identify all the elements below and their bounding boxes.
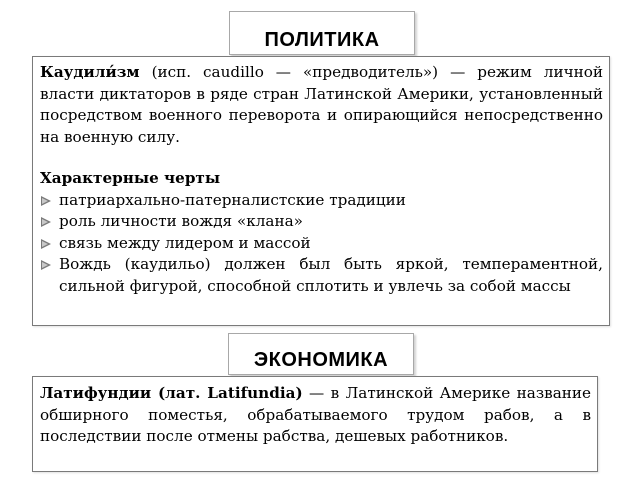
arrow-bullet-icon — [41, 260, 51, 270]
politics-heading-text: ПОЛИТИКА — [264, 29, 380, 51]
list-item-text: связь между лидером и массой — [59, 233, 311, 252]
arrow-bullet-icon — [41, 239, 51, 249]
list-item-text: патриархально-патерналистские традиции — [59, 190, 406, 209]
list-item-text: Вождь (каудильо) должен был быть яркой, темпераментной, сильной фигурой, способной сплотить и увлечь за собой массы — [59, 255, 603, 295]
caudillismo-definition-text: (исп. caudillo — «предводитель») — режим личной власти диктаторов в ряде стран Латинской Америки, установленный посредством военного переворота и опирающийся непосредственно на военную силу. — [40, 63, 603, 146]
features-title: Характерные черты — [40, 169, 221, 187]
list-item — [40, 211, 603, 233]
latifundia-term: Латифундии (лат. Latifundia) — [40, 384, 303, 402]
economy-content-box — [32, 376, 598, 472]
caudillismo-definition — [40, 62, 603, 148]
economy-heading-box — [228, 333, 414, 375]
list-item-text: роль личности вождя «клана» — [59, 212, 303, 230]
economy-heading-text: ЭКОНОМИКА — [253, 349, 389, 371]
latifundia-definition — [40, 383, 591, 448]
features-list — [40, 190, 603, 298]
caudillismo-term: Каудили́зм — [40, 63, 140, 81]
list-item — [40, 233, 603, 255]
list-item — [40, 190, 603, 212]
politics-content-box — [32, 56, 610, 326]
politics-heading-box — [229, 11, 415, 55]
list-item — [40, 254, 603, 297]
latifundia-definition-text: — в Латинской Америке название обширного поместья, обрабатываемого трудом рабов, а в последствии после отмены рабства, дешевых работников. — [40, 384, 591, 445]
arrow-bullet-icon — [41, 217, 51, 227]
arrow-bullet-icon — [41, 196, 51, 206]
